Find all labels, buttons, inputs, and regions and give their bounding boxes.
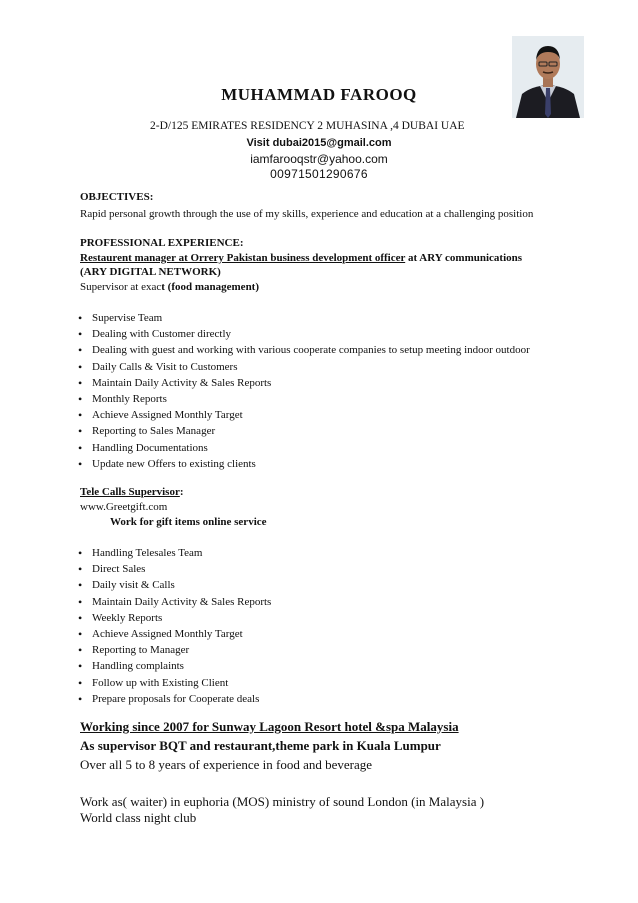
list-item: • Dealing with guest and working with various cooperate companies to setup meeting indoor outdoor <box>92 342 530 358</box>
address-line: 2-D/125 EMIRATES RESIDENCY 2 MUHASINA ,4 DUBAI UAE <box>150 120 465 132</box>
sunway-role: As supervisor BQT and restaurant,theme park in Kuala Lumpur <box>80 738 441 753</box>
list-item: • Maintain Daily Activity & Sales Reports <box>92 375 530 391</box>
list-item: • Maintain Daily Activity & Sales Reports <box>92 594 271 610</box>
list-item: • Supervise Team <box>92 310 530 326</box>
job1-role <box>80 280 259 294</box>
job1-title: Restaurent manager at Orrery Pakistan business development officer <box>80 252 406 264</box>
list-item: • Handling Documentations <box>92 440 530 456</box>
waiter-experience: Work as( waiter) in euphoria (MOS) ministry of sound London (in Malaysia ) <box>80 794 485 809</box>
list-item: • Weekly Reports <box>92 610 271 626</box>
list-item: • Handling complaints <box>92 658 271 674</box>
email-address[interactable]: iamfarooqstr@yahoo.com <box>250 152 388 166</box>
phone-number: 00971501290676 <box>270 167 368 181</box>
list-item: • Monthly Reports <box>92 391 530 407</box>
list-item: • Dealing with Customer directly <box>92 326 530 342</box>
list-item: • Reporting to Sales Manager <box>92 423 530 439</box>
visit-email-line: Visit dubai2015@gmail.com <box>246 137 392 149</box>
objectives-text: Rapid personal growth through the use of my skills, experience and education at a challenging position <box>80 208 534 220</box>
job1-title-line <box>80 251 522 265</box>
sunway-heading: Working since 2007 for Sunway Lagoon Resort hotel &spa Malaysia <box>80 719 459 734</box>
job1-role-suffix: t (food management) <box>161 281 260 293</box>
list-item: • Achieve Assigned Monthly Target <box>92 407 530 423</box>
overall-experience: Over all 5 to 8 years of experience in food and beverage <box>80 757 373 772</box>
list-item: • Handling Telesales Team <box>92 545 271 561</box>
list-item: • Achieve Assigned Monthly Target <box>92 626 271 642</box>
applicant-name: MUHAMMAD FAROOQ <box>221 85 417 104</box>
list-item: • Follow up with Existing Client <box>92 675 271 691</box>
profile-photo-portrait <box>512 36 584 118</box>
job2-colon: : <box>179 486 184 498</box>
list-item: • Update new Offers to existing clients <box>92 456 530 472</box>
job1-network: (ARY DIGITAL NETWORK) <box>80 266 221 278</box>
job1-duties-list <box>92 310 530 472</box>
job2-website[interactable]: www.Greetgift.com <box>80 501 168 513</box>
job1-company: at ARY communications <box>405 252 523 264</box>
job1-role-prefix: Supervisor at exac <box>80 281 162 293</box>
list-item: • Direct Sales <box>92 561 271 577</box>
list-item: • Prepare proposals for Cooperate deals <box>92 691 271 707</box>
night-club-line: World class night club <box>80 810 197 825</box>
experience-heading: PROFESSIONAL EXPERIENCE: <box>80 237 244 249</box>
job2-duties-list <box>92 545 271 707</box>
list-item: • Daily visit & Calls <box>92 577 271 593</box>
list-item: • Daily Calls & Visit to Customers <box>92 359 530 375</box>
profile-photo <box>512 36 584 118</box>
job2-title: Tele Calls Supervisor <box>80 486 180 498</box>
job2-title-line <box>80 485 184 499</box>
objectives-heading: OBJECTIVES: <box>80 191 154 203</box>
list-item: • Reporting to Manager <box>92 642 271 658</box>
job2-service: Work for gift items online service <box>110 516 267 528</box>
